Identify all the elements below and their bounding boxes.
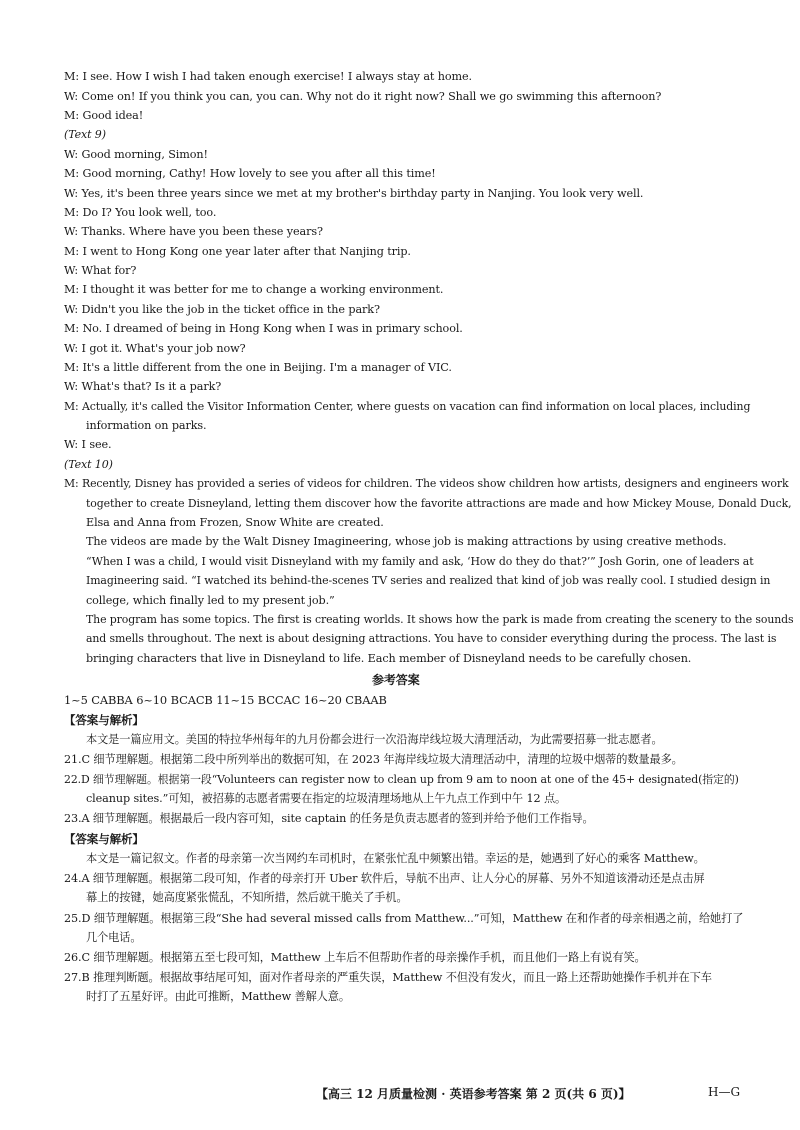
analysis-item-continued: 几个电话。 <box>86 931 142 944</box>
analysis-item: 26.C 细节理解题。根据第五至七段可知，Matthew 上车后不但帮助作者的母亲操作手机，而且他们一路上有说有笑。 <box>64 951 646 964</box>
dialogue-line-continued: Elsa and Anna from Frozen, Snow White are created. <box>86 516 384 529</box>
dialogue-line: W: Good morning, Simon! <box>64 148 208 161</box>
dialogue-line-continued: bringing characters that live in Disneyland to life. Each member of Disneyland needs to be carefully chosen. <box>86 652 692 665</box>
footer-title: 【高三 12 月质量检测 · 英语参考答案 第 2 页(共 6 页)】 <box>316 1087 631 1101</box>
dialogue-line: W: Thanks. Where have you been these years? <box>64 225 323 238</box>
dialogue-line: W: Yes, it's been three years since we met at my brother's birthday party in Nanjing. You look very well. <box>64 187 644 200</box>
analysis-item-continued: 时打了五星好评。由此可推断，Matthew 善解人意。 <box>86 990 350 1003</box>
analysis-item-continued: cleanup sites.”可知，被招募的志愿者需要在指定的垃圾清理场地从上午九点工作到中午 12 点。 <box>86 792 567 805</box>
dialogue-line-continued: The videos are made by the Walt Disney Imagineering, whose job is making attractions by using creative methods. <box>86 535 727 548</box>
answers-title: 参考答案 <box>372 673 420 687</box>
analysis-paragraph: 本文是一篇记叙文。作者的母亲第一次当网约车司机时，在紧张忙乱中频繁出错。幸运的是，她遇到了好心的乘客 Matthew。 <box>86 852 705 865</box>
footer-code: H—G <box>708 1085 741 1099</box>
dialogue-line: M: Good morning, Cathy! How lovely to see you after all this time! <box>64 167 436 180</box>
analysis-item: 27.B 推理判断题。根据故事结尾可知，面对作者母亲的严重失误，Matthew 不但没有发火，而且一路上还帮助她操作手机并在下车 <box>64 971 712 984</box>
dialogue-line-continued: together to create Disneyland, letting them discover how the favorite attractions are made and how Mickey Mouse, Donald Duck, <box>86 497 792 510</box>
dialogue-line-continued: information on parks. <box>86 419 207 432</box>
dialogue-line-continued: “When I was a child, I would visit Disneyland with my family and ask, ‘How do they do that?’” Josh Gorin, one of leaders at <box>86 555 754 568</box>
dialogue-line: M: Good idea! <box>64 109 144 122</box>
dialogue-line: M: I went to Hong Kong one year later after that Nanjing trip. <box>64 245 411 258</box>
dialogue-line-continued: and smells throughout. The next is about designing attractions. You have to consider everything during the process. The last is <box>86 632 777 645</box>
dialogue-line: M: Recently, Disney has provided a series of videos for children. The videos show children how artists, designers and engineers work <box>64 477 789 490</box>
dialogue-line-continued: Imagineering said. “I watched its behind-the-scenes TV series and realized that kind of job was really cool. I studied design in <box>86 574 771 587</box>
dialogue-line: M: I thought it was better for me to change a working environment. <box>64 283 444 296</box>
dialogue-line: W: I got it. What's your job now? <box>64 342 246 355</box>
section-header: 【答案与解析】 <box>64 713 144 727</box>
dialogue-line: M: I see. How I wish I had taken enough exercise! I always stay at home. <box>64 70 472 83</box>
dialogue-line-continued: The program has some topics. The first is creating worlds. It shows how the park is made from creating the scenery to the sounds <box>86 613 794 626</box>
dialogue-line: M: Do I? You look well, too. <box>64 206 217 219</box>
dialogue-line: W: Come on! If you think you can, you can. Why not do it right now? Shall we go swimming this afternoon? <box>64 90 662 103</box>
analysis-item: 21.C 细节理解题。根据第二段中所列举出的数据可知，在 2023 年海岸线垃圾大清理活动中，清理的垃圾中烟蒂的数量最多。 <box>64 753 683 766</box>
analysis-item: 24.A 细节理解题。根据第二段可知，作者的母亲打开 Uber 软件后，导航不出声、让人分心的屏幕、另外不知道该滑动还是点击屏 <box>64 872 705 885</box>
analysis-item: 25.D 细节理解题。根据第三段“She had several missed calls from Matthew...”可知，Matthew 在和作者的母亲相遇之前，给她打了 <box>64 912 744 925</box>
analysis-item: 23.A 细节理解题。根据最后一段内容可知，site captain 的任务是负责志愿者的签到并给予他们工作指导。 <box>64 812 594 825</box>
dialogue-line-continued: college, which finally led to my present job.” <box>86 594 335 607</box>
text-number-label: (Text 10) <box>64 458 113 471</box>
dialogue-line: M: It's a little different from the one in Beijing. I'm a manager of VIC. <box>64 361 452 374</box>
dialogue-line: W: I see. <box>64 438 112 451</box>
analysis-item-continued: 幕上的按键，她高度紧张慌乱，不知所措，然后就干脆关了手机。 <box>86 891 408 904</box>
answers-line: 1~5 CABBA 6~10 BCACB 11~15 BCCAC 16~20 CBAAB <box>64 693 387 707</box>
dialogue-line: M: No. I dreamed of being in Hong Kong when I was in primary school. <box>64 322 463 335</box>
analysis-paragraph: 本文是一篇应用文。美国的特拉华州每年的九月份都会进行一次沿海岸线垃圾大清理活动，为此需要招募一批志愿者。 <box>86 733 663 746</box>
dialogue-line: M: Actually, it's called the Visitor Information Center, where guests on vacation can find information on local places, including <box>64 400 751 413</box>
section-header: 【答案与解析】 <box>64 832 144 846</box>
analysis-item: 22.D 细节理解题。根据第一段“Volunteers can register now to clean up from 9 am to noon at one of the 45+ designated(指定的) <box>64 773 739 786</box>
dialogue-line: W: What's that? Is it a park? <box>64 380 222 393</box>
dialogue-line: W: What for? <box>64 264 137 277</box>
text-number-label: (Text 9) <box>64 128 106 141</box>
dialogue-line: W: Didn't you like the job in the ticket office in the park? <box>64 303 380 316</box>
page-footer <box>0 1085 800 1103</box>
